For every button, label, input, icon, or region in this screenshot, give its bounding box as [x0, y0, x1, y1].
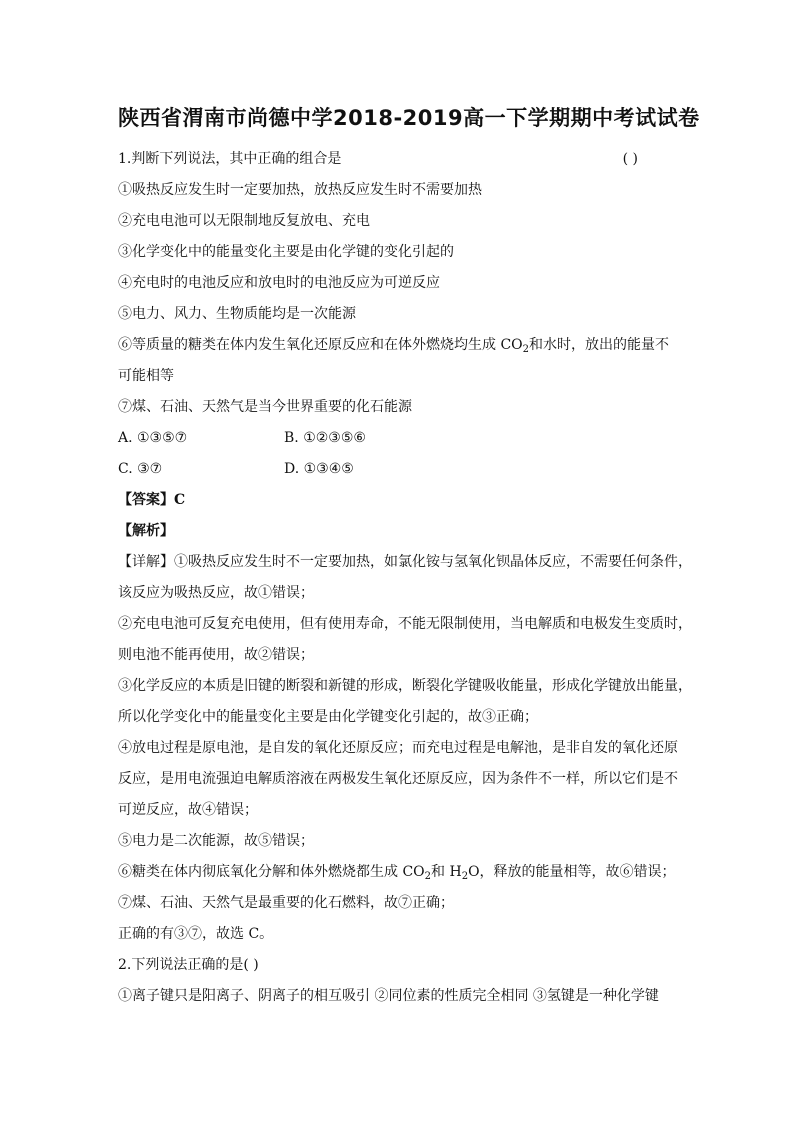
explanation-line: 所以化学变化中的能量变化主要是由化学键变化引起的，故③正确； — [118, 709, 538, 725]
statement-1: ①吸热反应发生时一定要加热，放热反应发生时不需要加热 — [118, 182, 482, 198]
explanation-line: 【详解】①吸热反应发生时不一定要加热，如氯化铵与氢氧化钡晶体反应，不需要任何条件， — [118, 554, 692, 570]
options-row-2 — [118, 454, 678, 485]
explanation-line: ②充电电池可反复充电使用，但有使用寿命，不能无限制使用，当电解质和电极发生变质时， — [118, 616, 692, 632]
question-1-stem: 1.判断下列说法，其中正确的组合是 — [118, 151, 342, 167]
explanation-line: 该反应为吸热反应，故①错误； — [118, 585, 314, 601]
question-2-statements: ①离子键只是阳离子、阴离子的相互吸引 ②同位素的性质完全相同 ③氢键是一种化学键 — [118, 988, 659, 1004]
answer-label: 【答案】C — [118, 492, 186, 508]
option-c: C. ③⑦ — [118, 461, 163, 477]
explanation-line: ③化学反应的本质是旧键的断裂和新键的形成，断裂化学键吸收能量，形成化学键放出能量， — [118, 678, 692, 694]
option-a: A. ①③⑤⑦ — [118, 430, 188, 446]
explanation-line: 可逆反应，故④错误； — [118, 802, 258, 818]
page-title: 陕西省渭南市尚德中学2018-2019高一下学期期中考试试卷 — [118, 106, 700, 130]
explanation-line: ⑤电力是二次能源，故⑤错误； — [118, 833, 314, 849]
explanation-line: 反应，是用电流强迫电解质溶液在两极发生氧化还原反应，因为条件不一样，所以它们是不 — [118, 771, 678, 787]
document-body — [118, 144, 692, 1012]
statement-5: ⑤电力、风力、生物质能均是一次能源 — [118, 306, 356, 322]
statement-2: ②充电电池可以无限制地反复放电、充电 — [118, 213, 370, 229]
statement-4: ④充电时的电池反应和放电时的电池反应为可逆反应 — [118, 275, 440, 291]
explanation-line: ④放电过程是原电池，是自发的氧化还原反应；而充电过程是电解池，是非自发的氧化还原 — [118, 740, 678, 756]
options-row-1 — [118, 423, 678, 454]
explanation-line-6: ⑥糖类在体内彻底氧化分解和体外燃烧都生成 $CO_2$和 $H_2O$，释放的能量相等，故⑥错误； — [118, 864, 676, 882]
statement-6-continued: 可能相等 — [118, 368, 174, 384]
statement-3: ③化学变化中的能量变化主要是由化学键的变化引起的 — [118, 244, 454, 260]
statement-7: ⑦煤、石油、天然气是当今世界重要的化石能源 — [118, 399, 412, 415]
question-1-stem-line — [118, 144, 678, 175]
option-d: D. ①③④⑤ — [284, 461, 354, 477]
conclusion: 正确的有③⑦，故选 C。 — [118, 926, 274, 942]
explanation-line: 则电池不能再使用，故②错误； — [118, 647, 314, 663]
answer-bracket: ( ) — [622, 151, 638, 167]
analysis-label: 【解析】 — [118, 523, 174, 539]
option-b: B. ①②③⑤⑥ — [284, 430, 366, 446]
explanation-line-7: ⑦煤、石油、天然气是最重要的化石燃料，故⑦正确； — [118, 895, 454, 911]
question-2-stem: 2.下列说法正确的是( ) — [118, 957, 259, 973]
statement-6: ⑥等质量的糖类在体内发生氧化还原反应和在体外燃烧均生成 $CO_2$和水时，放出的能量不 — [118, 337, 670, 355]
